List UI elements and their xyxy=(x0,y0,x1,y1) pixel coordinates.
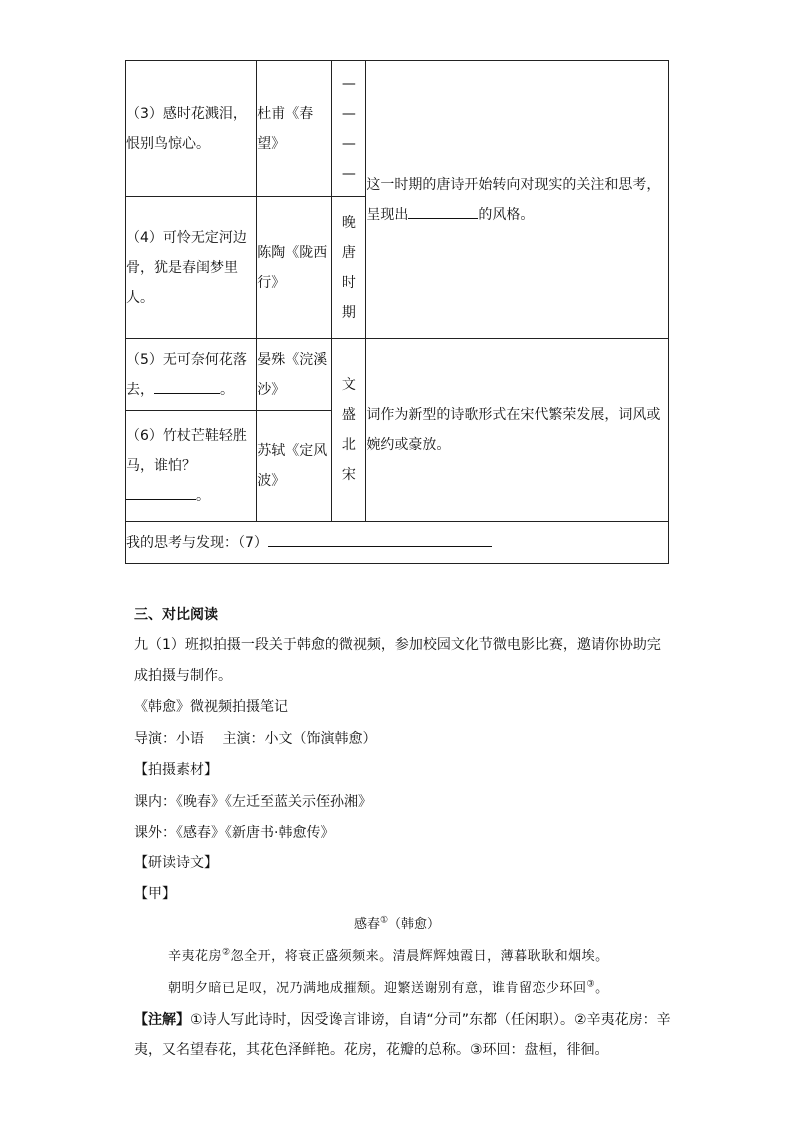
quote-cell-6: （6）竹杖芒鞋轻胜马，谁怕？ 。 xyxy=(126,411,257,522)
era-cell-song: 文 盛 北 宋 xyxy=(332,339,366,522)
answer-blank[interactable] xyxy=(268,532,492,547)
quote-cell-4: （4）可怜无定河边骨，犹是春闺梦里人。 xyxy=(126,197,257,339)
answer-blank[interactable] xyxy=(126,485,196,500)
poem-table xyxy=(125,60,669,564)
intro-line-2: 成拍摄与制作。 xyxy=(134,668,232,684)
outside-class-material: 课外：《感春》《新唐书·韩愈传》 xyxy=(134,825,335,841)
answer-blank[interactable] xyxy=(408,204,478,219)
text-a-label: 【甲】 xyxy=(134,886,176,902)
quote-cell-3: （3）感时花溅泪，恨别鸟惊心。 xyxy=(126,61,257,197)
section-title: 三、对比阅读 xyxy=(134,607,218,623)
crew-line: 导演：小语 主演：小文（饰演韩愈） xyxy=(134,731,377,747)
poem-title: 感春①（韩愈） xyxy=(353,915,441,932)
era-cell-dashes: — — — — xyxy=(332,61,366,197)
annotation: 【注解】①诗人写此诗时，因受谗言诽谤，自请“分司”东都（任闲职）。②辛夷花房：辛夷，又名望春花，其花色泽鲜艳。花房，花瓣的总称。③环回：盘桓，徘徊。 xyxy=(134,1012,671,1058)
inside-class-material: 课内：《晚春》《左迁至蓝关示侄孙湘》 xyxy=(134,794,372,810)
author-cell-4: 陈陶《陇西行》 xyxy=(257,197,332,339)
author-cell-3: 杜甫《春望》 xyxy=(257,61,332,197)
description-cell-tang: 这一时期的唐诗开始转向对现实的关注和思考，呈现出 的风格。 xyxy=(366,61,669,339)
author-cell-5: 晏殊《浣溪沙》 xyxy=(257,339,332,411)
material-heading: 【拍摄素材】 xyxy=(134,762,218,778)
poem-line-1: 辛夷花房②忽全开，将衰正盛须频来。清晨辉辉烛霞日，薄暮耿耿和烟埃。 xyxy=(168,947,609,964)
quote-cell-5: （5）无可奈何花落去， 。 xyxy=(126,339,257,411)
era-cell-late-tang: 晚 唐 时 期 xyxy=(332,197,366,339)
description-cell-song: 词作为新型的诗歌形式在宋代繁荣发展，词风或婉约或豪放。 xyxy=(366,339,669,522)
study-heading: 【研读诗文】 xyxy=(134,855,218,871)
notes-title: 《韩愈》微视频拍摄笔记 xyxy=(134,699,288,715)
poem-line-2: 朝明夕暗已足叹，况乃满地成摧颓。迎繁送谢别有意，谁肯留恋少环回③。 xyxy=(168,979,609,996)
author-cell-6: 苏轼《定风波》 xyxy=(257,411,332,522)
reflection-cell: 我的思考与发现：（7） xyxy=(126,522,669,564)
answer-blank[interactable] xyxy=(154,379,220,394)
intro-line-1: 九（1）班拟拍摄一段关于韩愈的微视频，参加校园文化节微电影比赛，邀请你协助完 xyxy=(134,637,661,653)
